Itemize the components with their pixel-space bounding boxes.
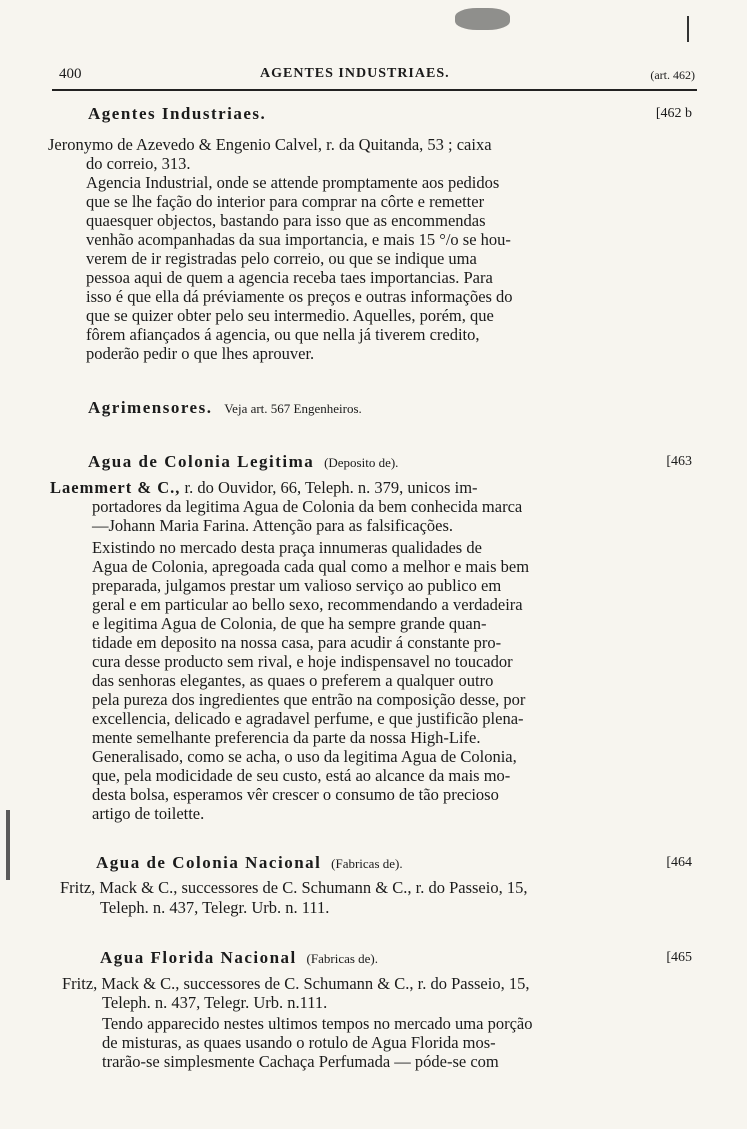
article-range: (art. 462) <box>650 68 695 82</box>
entry-number: [462 b <box>655 106 692 121</box>
entry-line: Fritz, Mack & C., successores de C. Schumann & C., r. do Passeio, 15, <box>62 974 530 993</box>
entry-line: que, pela modicidade de seu custo, está ao alcance da mais mo- <box>92 766 511 785</box>
entry-line: Teleph. n. 437, Telegr. Urb. n.111. <box>102 993 328 1012</box>
entry-line: que se lhe fação do interior para comprar na côrte e remetter <box>86 192 485 211</box>
page-number: 400 <box>59 66 82 82</box>
entry-line: verem de ir registradas pelo correio, ou que se indique uma <box>86 249 477 268</box>
entry-line: e legitima Agua de Colonia, de que ha sempre grande quan- <box>92 614 487 633</box>
entry-line: das senhoras elegantes, as quaes o preferem a qualquer outro <box>92 671 494 690</box>
entry-heading-text: Agrimensores. <box>88 398 213 417</box>
entry-line: de misturas, as quaes usando o rotulo de Agua Florida mos- <box>102 1033 496 1052</box>
entry-heading: Agentes Industriaes. <box>88 104 267 123</box>
entry-number: [465 <box>666 950 692 965</box>
entry-line <box>50 478 478 497</box>
entry-line: cura desse producto sem rival, e hoje indispensavel no toucador <box>92 652 513 671</box>
entry-line: tidade em deposito na nossa casa, para acudir á constante pro- <box>92 633 502 652</box>
entry-line: portadores da legitima Agua de Colonia da bem conhecida marca <box>92 497 523 516</box>
scan-smudge <box>455 8 510 30</box>
margin-mark <box>6 810 10 880</box>
entry-line: poderão pedir o que lhes aprouver. <box>86 344 315 363</box>
cross-reference: Veja art. 567 Engenheiros. <box>224 401 362 416</box>
entry-heading-text: Agua de Colonia Legitima <box>88 452 315 471</box>
header-rule <box>52 89 697 91</box>
entry-heading-text: Agua de Colonia Nacional <box>96 853 322 872</box>
entry-line: Teleph. n. 437, Telegr. Urb. n. 111. <box>100 898 330 917</box>
running-title: AGENTES INDUSTRIAES. <box>260 66 450 81</box>
entry-line: do correio, 313. <box>86 154 191 173</box>
entry-line: Agencia Industrial, onde se attende promptamente aos pedidos <box>86 173 500 192</box>
entry-heading-note: (Deposito de). <box>324 455 399 470</box>
entry-line: Agua de Colonia, apregoada cada qual como a melhor e mais bem <box>92 557 530 576</box>
entry-heading <box>100 948 378 968</box>
entry-line: artigo de toilette. <box>92 804 205 823</box>
entry-line: excellencia, delicado e agradavel perfume, e que justificão plena- <box>92 709 524 728</box>
scan-mark <box>687 16 689 42</box>
entry-heading-note: (Fabricas de). <box>306 951 379 966</box>
entry-line: quaesquer objectos, bastando para isso que as encommendas <box>86 211 486 230</box>
entry-line: fôrem afiançados á agencia, ou que nella já tiverem credito, <box>86 325 480 344</box>
entry-line: isso é que ella dá préviamente os preços e outras informações do <box>86 287 513 306</box>
firm-name: Laemmert & C., <box>50 478 181 497</box>
entry-line: Jeronymo de Azevedo & Engenio Calvel, r. da Quitanda, 53 ; caixa <box>48 135 492 154</box>
entry-line: mente semelhante preferencia da parte da nossa High-Life. <box>92 728 481 747</box>
entry-heading-text: Agua Florida Nacional <box>100 948 297 967</box>
entry-line: preparada, julgamos prestar um valioso serviço ao publico em <box>92 576 502 595</box>
firm-address: r. do Ouvidor, 66, Teleph. n. 379, unicos im- <box>184 478 478 497</box>
entry-heading <box>88 452 398 472</box>
entry-number: [464 <box>666 855 692 870</box>
entry-line: venhão acompanhadas da sua importancia, e mais 15 °/o se hou- <box>86 230 511 249</box>
entry-line: Fritz, Mack & C., successores de C. Schumann & C., r. do Passeio, 15, <box>60 878 528 897</box>
entry-line: desta bolsa, esperamos vêr crescer o consumo de tão precioso <box>92 785 499 804</box>
page-header <box>55 64 695 88</box>
entry-heading <box>96 853 403 873</box>
entry-heading-note: (Fabricas de). <box>331 856 403 871</box>
entry-line: que se quizer obter pelo seu intermedio. Aquelles, porém, que <box>86 306 494 325</box>
entry-line: trarão-se simplesmente Cachaça Perfumada — póde-se com <box>102 1052 499 1071</box>
entry-line: pessoa aqui de quem a agencia receba taes importancias. Para <box>86 268 493 287</box>
entry-number: [463 <box>666 454 692 469</box>
entry-line: —Johann Maria Farina. Attenção para as falsificações. <box>92 516 454 535</box>
entry-line: Generalisado, como se acha, o uso da legitima Agua de Colonia, <box>92 747 517 766</box>
entry-line: Existindo no mercado desta praça innumeras qualidades de <box>92 538 482 557</box>
entry-line: geral e em particular ao bello sexo, recommendando a verdadeira <box>92 595 523 614</box>
entry-heading <box>88 398 362 418</box>
entry-line: pela pureza dos ingredientes que entrão na composição desse, por <box>92 690 526 709</box>
entry-line: Tendo apparecido nestes ultimos tempos no mercado uma porção <box>102 1014 533 1033</box>
